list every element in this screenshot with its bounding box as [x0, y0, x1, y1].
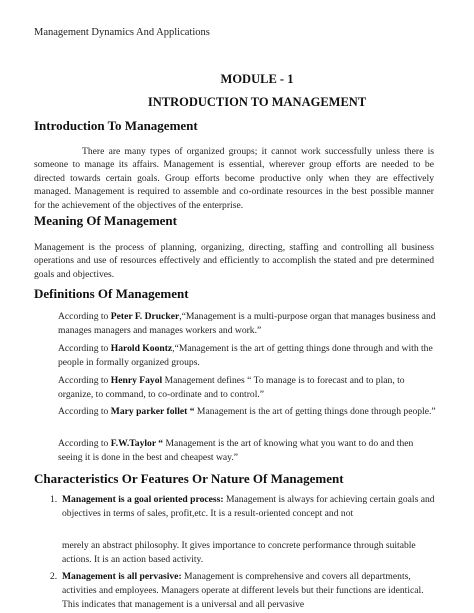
meaning-paragraph: Management is the process of planning, organizing, directing, staffing and controlling all business operations and use of resources effectively and efficiently to accomplish the stated and pre determined goals and objectives. — [34, 242, 434, 280]
definition-item: According to Henry Fayol Management defines “ To manage is to forecast and to plan, to organize, to command, to co-ordinate and to control.” — [58, 375, 405, 400]
definition-item: According to Harold Koontz,“Management is the art of getting things done through and with the people in formally organized groups. — [58, 343, 433, 368]
running-head: Management Dynamics And Applications — [34, 27, 210, 38]
introduction-paragraph — [34, 145, 434, 212]
section-heading-definitions: Definitions Of Management — [34, 286, 189, 301]
characteristic-title: Management is all pervasive: — [62, 571, 182, 582]
definition-item: According to F.W.Taylor “ Management is the art of knowing what you want to do and then seeing it is done in the best and cheapest way.” — [58, 438, 414, 463]
definition-item: According to Mary parker follet “ Management is the art of getting things done through people.” — [58, 406, 436, 417]
list-number: 2. — [50, 571, 58, 582]
definition-item: According to Peter F. Drucker,“Management is a multi-purpose organ that manages business and manages managers and manages workers and work.” — [58, 311, 436, 336]
characteristic-continuation: merely an abstract philosophy. It gives importance to concrete performance through suitable actions. It is an action based activity. — [62, 540, 416, 565]
introduction-text: There are many types of organized groups; it cannot work successfully unless there is someone to manage its affairs. Management is essential, wherever group efforts are needed to be directed towards certain goals. Group efforts become productive only when they are effectively managed. Management is required to assemble and co-ordinate resources in the best possible manner for the achievement of the objectives of the enterprise. — [34, 146, 434, 211]
definition-author: Peter F. Drucker — [110, 311, 180, 322]
characteristic-title: Management is a goal oriented process: — [62, 494, 224, 505]
definition-author: Henry Fayol — [110, 375, 163, 386]
definition-author: F.W.Taylor “ — [110, 438, 164, 449]
module-title: MODULE - 1 — [220, 72, 294, 86]
characteristic-item: 1. Management is a goal oriented process: Management is always for achieving certain goals and objectives in terms of sales, profit,etc. It is a result-oriented concept and not — [50, 494, 435, 519]
section-heading-meaning: Meaning Of Management — [34, 213, 177, 228]
chapter-title: INTRODUCTION TO MANAGEMENT — [147, 95, 367, 109]
definition-author: Mary parker follet “ — [110, 406, 195, 417]
definition-author: Harold Koontz — [110, 343, 173, 354]
section-heading-characteristics: Characteristics Or Features Or Nature Of Management — [34, 471, 344, 486]
list-number: 1. — [50, 494, 58, 505]
characteristic-item: 2. Management is all pervasive: Management is comprehensive and covers all departments, activities and employees. Managers operate at different levels but their functions are identical. This indicates that management is a universal and all pervasive — [50, 571, 424, 610]
section-heading-introduction: Introduction To Management — [34, 118, 198, 133]
